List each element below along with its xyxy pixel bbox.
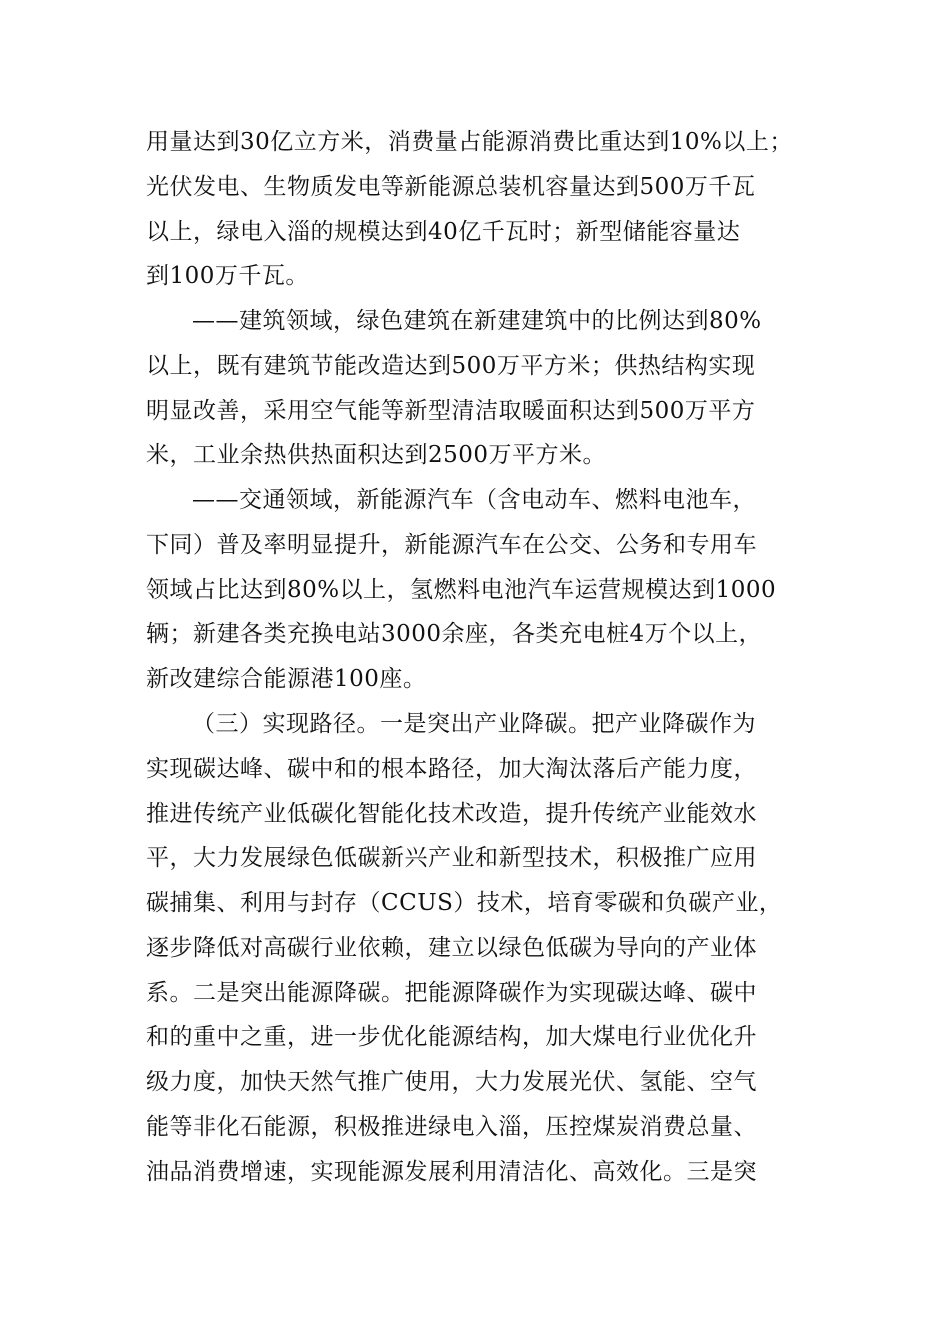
paragraph-line: 实现碳达峰、碳中和的根本路径，加大淘汰落后产能力度， <box>146 756 757 782</box>
paragraph-line: 平，大力发展绿色低碳新兴产业和新型技术，积极推广应用 <box>146 845 757 871</box>
paragraph-line: ——交通领域，新能源汽车（含电动车、燃料电池车， <box>192 487 756 513</box>
paragraph-line: 系。二是突出能源降碳。把能源降碳作为实现碳达峰、碳中 <box>146 980 757 1006</box>
paragraph-line: 能等非化石能源，积极推进绿电入淄，压控煤炭消费总量、 <box>146 1114 757 1140</box>
paragraph-line: ——建筑领域，绿色建筑在新建建筑中的比例达到80% <box>192 308 762 334</box>
paragraph-line: 新改建综合能源港100座。 <box>146 666 427 692</box>
paragraph-line: 下同）普及率明显提升，新能源汽车在公交、公务和专用车 <box>146 532 757 558</box>
paragraph-line: 逐步降低对高碳行业依赖，建立以绿色低碳为导向的产业体 <box>146 935 757 961</box>
paragraph-line: 级力度，加快天然气推广使用，大力发展光伏、氢能、空气 <box>146 1069 757 1095</box>
section-heading-line: （三）实现路径。一是突出产业降碳。把产业降碳作为 <box>192 711 756 737</box>
paragraph-line: 辆；新建各类充换电站3000余座，各类充电桩4万个以上， <box>146 621 763 647</box>
paragraph-line: 光伏发电、生物质发电等新能源总装机容量达到500万千瓦 <box>146 174 756 200</box>
paragraph-line: 领域占比达到80%以上，氢燃料电池汽车运营规模达到1000 <box>146 577 777 603</box>
paragraph-line: 米，工业余热供热面积达到2500万平方米。 <box>146 442 607 468</box>
paragraph-line: 油品消费增速，实现能源发展利用清洁化、高效化。三是突 <box>146 1159 757 1185</box>
paragraph-line: 以上，绿电入淄的规模达到40亿千瓦时；新型储能容量达 <box>146 219 741 245</box>
paragraph-line: 用量达到30亿立方米，消费量占能源消费比重达到10%以上； <box>146 129 793 155</box>
paragraph-line: 和的重中之重，进一步优化能源结构，加大煤电行业优化升 <box>146 1024 757 1050</box>
paragraph-line: 以上，既有建筑节能改造达到500万平方米；供热结构实现 <box>146 353 756 379</box>
paragraph-line: 明显改善，采用空气能等新型清洁取暖面积达到500万平方 <box>146 398 756 424</box>
paragraph-line: 碳捕集、利用与封存（CCUS）技术，培育零碳和负碳产业， <box>146 890 783 916</box>
paragraph-line: 到100万千瓦。 <box>146 263 309 289</box>
paragraph-line: 推进传统产业低碳化智能化技术改造，提升传统产业能效水 <box>146 801 757 827</box>
